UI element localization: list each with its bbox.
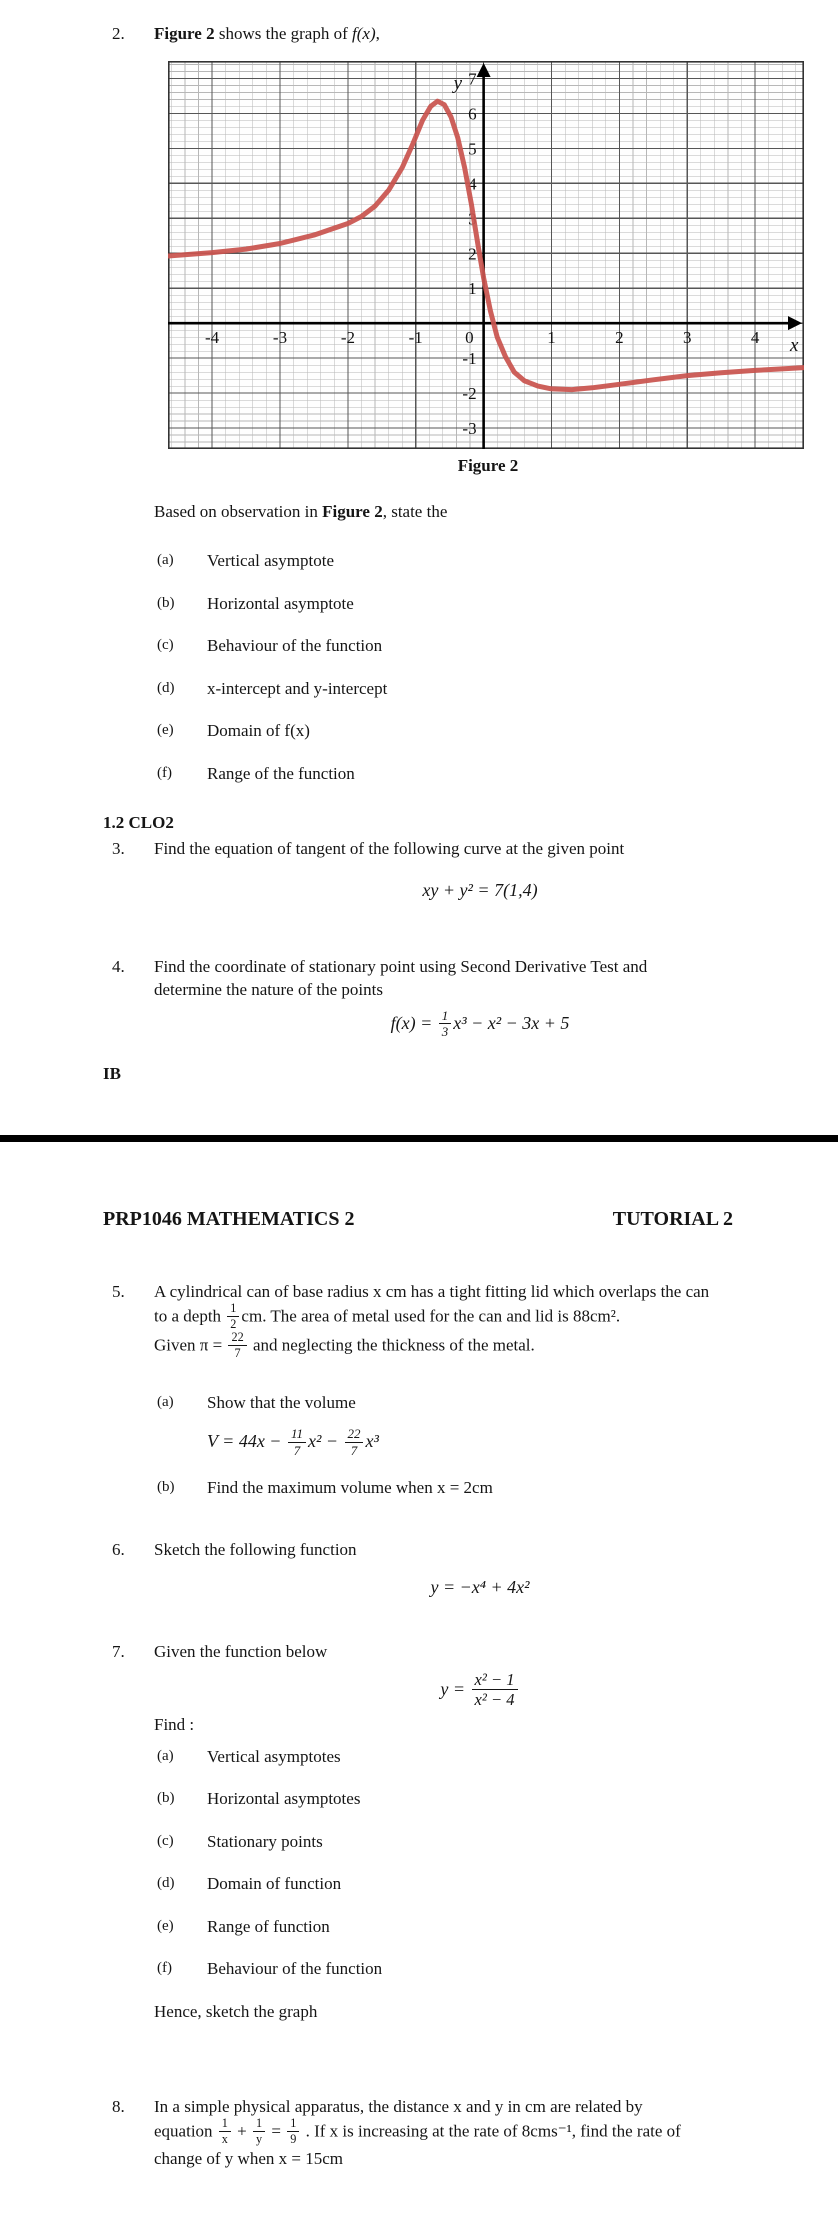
page-divider	[0, 1135, 838, 1142]
question-8	[112, 2095, 838, 2171]
svg-text:-1: -1	[462, 349, 477, 369]
based-pre: Based on observation in	[154, 501, 323, 521]
item-letter: (a)	[157, 1393, 174, 1410]
item-letter: (f)	[157, 764, 172, 781]
figure-2-reference: Figure 2	[322, 501, 383, 521]
item-text: Range of the function	[207, 763, 355, 783]
question-5-line3: Given π = $\frac{22}{7}$ and neglecting the thickness of the metal.	[154, 1330, 535, 1360]
page-2	[0, 1206, 838, 2170]
item-letter: (d)	[157, 679, 175, 696]
svg-text:-4: -4	[205, 328, 220, 348]
question-5-number: 5.	[112, 1281, 125, 1301]
based-on-observation-text	[154, 500, 838, 523]
item-letter: (e)	[157, 1917, 174, 1934]
question-2-text-end: ,	[375, 24, 380, 43]
item-letter: (e)	[157, 722, 174, 739]
question-7	[112, 1640, 838, 1663]
question-2-number: 2.	[112, 24, 125, 43]
question-2	[112, 22, 838, 45]
question-7-number: 7.	[112, 1642, 125, 1662]
question-4-line1: Find the coordinate of stationary point using Second Derivative Test and	[154, 956, 648, 976]
list-item	[157, 634, 838, 657]
fraction: $\frac{1}{9}$	[287, 2117, 299, 2146]
question-6-number: 6.	[112, 1539, 125, 1559]
item-letter: (c)	[157, 637, 174, 654]
question-3	[112, 837, 838, 860]
svg-text:3: 3	[683, 328, 692, 348]
svg-text:y: y	[453, 73, 463, 95]
question-8-number: 8.	[112, 2097, 125, 2117]
question-5-text	[154, 1280, 838, 1361]
list-item	[157, 719, 838, 742]
question-6-text: Sketch the following function	[154, 1539, 357, 1559]
question-7-parts-list	[157, 1745, 838, 1981]
item-text: x-intercept and y-intercept	[207, 678, 388, 698]
svg-text:2: 2	[615, 328, 624, 348]
svg-text:6: 6	[468, 104, 477, 124]
item-text: Vertical asymptotes	[207, 1746, 341, 1766]
svg-text:-2: -2	[462, 384, 477, 404]
question-2-parts-list	[157, 549, 838, 785]
figure-2-plot	[168, 61, 804, 449]
question-8-line1: In a simple physical apparatus, the distance x and y in cm are related by	[154, 2097, 643, 2117]
item-letter: (c)	[157, 1832, 174, 1849]
item-text: Domain of function	[207, 1874, 342, 1894]
svg-text:4: 4	[750, 328, 760, 348]
equation-q7: y = $\frac{\text{x² − 1}}{\text{x² − 4}}$	[130, 1672, 830, 1710]
list-item	[157, 549, 838, 572]
equation-q4: f(x) = $\frac{1}{3}$ x³ − x² − 3x + 5	[390, 1007, 570, 1040]
svg-text:2: 2	[468, 244, 477, 264]
question-5b	[157, 1476, 838, 1499]
svg-text:3: 3	[468, 209, 477, 229]
item-text: Behaviour of the function	[207, 636, 383, 656]
question-5	[112, 1280, 838, 1361]
question-8-line2: equation $\frac{1}{x}$ + $\frac{1}{y}$ = $\frac{1}{9}$ . If x is increasing at the rate of 8cms⁻¹, find the rate of	[154, 2116, 681, 2147]
item-text: Horizontal asymptote	[207, 593, 354, 613]
question-4-number: 4.	[112, 956, 125, 976]
item-text: Find the maximum volume when x = 2cm	[207, 1478, 493, 1498]
svg-text:-2: -2	[340, 328, 355, 348]
svg-text:-1: -1	[408, 328, 423, 348]
find-label: Find :	[154, 1715, 195, 1735]
fraction: $\frac{\text{x² − 1}}{\text{x² − 4}}$	[472, 1671, 518, 1709]
svg-text:1: 1	[547, 328, 556, 348]
item-letter: (d)	[157, 1875, 175, 1892]
fraction: $\frac{1}{2}$	[227, 1302, 239, 1331]
page-1	[0, 0, 838, 1085]
item-text: Horizontal asymptotes	[207, 1789, 361, 1809]
hence-sketch-text: Hence, sketch the graph	[154, 2001, 318, 2021]
question-3-text: Find the equation of tangent of the following curve at the given point	[154, 838, 625, 858]
page-2-header	[103, 1206, 733, 1234]
list-item	[157, 1957, 838, 1980]
svg-text:4: 4	[468, 174, 477, 194]
item-letter: (b)	[157, 1790, 175, 1807]
item-text: Show that the volume	[207, 1392, 356, 1412]
svg-text:-3: -3	[462, 419, 477, 439]
fraction: $\frac{1}{x}$	[219, 2117, 231, 2146]
figure-2	[168, 61, 808, 477]
list-item	[157, 677, 838, 700]
list-item	[157, 1391, 838, 1414]
equation-q5a: V = 44x − $\frac{11}{7}$ x² − $\frac{22}{7}$ x³	[207, 1426, 379, 1458]
item-letter: (b)	[157, 594, 175, 611]
figure-2-reference: Figure 2	[154, 24, 215, 43]
item-letter: (b)	[157, 1479, 175, 1496]
question-5-line1: A cylindrical can of base radius x cm has a tight fitting lid which overlaps the can	[154, 1281, 710, 1301]
question-4-text	[154, 955, 838, 1002]
question-8-line3: change of y when x = 15cm	[154, 2149, 343, 2169]
fraction: $\frac{1}{y}$	[253, 2117, 265, 2146]
question-4	[112, 955, 838, 1002]
item-letter: (f)	[157, 1960, 172, 1977]
question-5-line2: to a depth $\frac{1}{2}$ cm. The area of metal used for the can and lid is 88cm².	[154, 1301, 621, 1332]
item-text: Stationary points	[207, 1831, 323, 1851]
list-item	[157, 1787, 838, 1810]
question-2-text	[154, 22, 838, 45]
question-8-text	[154, 2095, 838, 2171]
question-3-number: 3.	[112, 838, 125, 858]
svg-text:5: 5	[468, 139, 477, 159]
svg-text:7: 7	[468, 69, 477, 89]
list-item	[157, 762, 838, 785]
equation-q6: y = −x⁴ + 4x²	[430, 1577, 530, 1598]
course-title: PRP1046 MATHEMATICS 2	[103, 1208, 355, 1231]
question-2-text-mid: shows the graph of	[214, 24, 353, 43]
ib-label: IB	[103, 1063, 121, 1083]
item-letter: (a)	[157, 1747, 174, 1764]
question-4-line2: determine the nature of the points	[154, 980, 383, 1000]
svg-text:1: 1	[468, 279, 477, 299]
svg-text:0: 0	[465, 328, 474, 348]
list-item	[157, 1476, 838, 1499]
section-heading-clo2: 1.2 CLO2	[103, 813, 174, 833]
list-item	[157, 1872, 838, 1895]
list-item	[157, 1745, 838, 1768]
item-text: Range of function	[207, 1916, 330, 1936]
item-letter: (a)	[157, 552, 174, 569]
question-6	[112, 1538, 838, 1561]
list-item	[157, 592, 838, 615]
fx-symbol: f(x)	[352, 24, 376, 43]
equation-q3: xy + y² = 7(1,4)	[422, 879, 538, 900]
item-text: Domain of f(x)	[207, 721, 310, 741]
list-item	[157, 1915, 838, 1938]
item-text: Behaviour of the function	[207, 1959, 383, 1979]
item-text: Vertical asymptote	[207, 551, 334, 571]
list-item	[157, 1830, 838, 1853]
tutorial-title: TUTORIAL 2	[612, 1208, 733, 1231]
svg-text:-3: -3	[272, 328, 288, 348]
fraction: $\frac{1}{3}$	[439, 1009, 451, 1039]
question-5a	[157, 1391, 838, 1414]
question-7-text: Given the function below	[154, 1642, 328, 1662]
fraction: $\frac{22}{7}$	[228, 1331, 246, 1360]
svg-text:x: x	[790, 335, 799, 357]
based-end: , state the	[382, 501, 448, 521]
figure-2-caption: Figure 2	[457, 456, 519, 476]
fraction: $\frac{11}{7}$	[288, 1427, 306, 1457]
fraction: $\frac{22}{7}$	[345, 1427, 364, 1457]
